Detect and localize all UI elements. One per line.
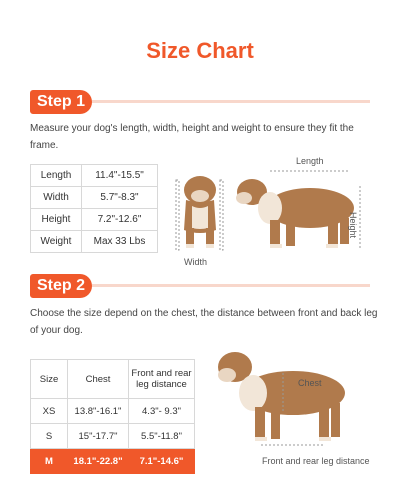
step-1-description: Measure your dog's length, width, height and weight to ensure they fit the frame. — [30, 123, 354, 151]
size-table — [30, 359, 195, 474]
row-label: Length — [31, 165, 82, 187]
step-1-badge: Step 1 — [30, 90, 92, 114]
row-value: Max 33 Lbs — [82, 231, 158, 253]
header-size: Size — [31, 360, 68, 399]
cell-leg: 7.1"-14.6" — [129, 449, 195, 474]
cell-size: S — [31, 424, 68, 449]
cell-size: XS — [31, 399, 68, 424]
length-label: Length — [296, 156, 324, 166]
dog-front-view — [170, 170, 230, 255]
row-label: Width — [31, 187, 82, 209]
leg-distance-label: Front and rear leg distance — [262, 456, 370, 466]
step-1-divider — [92, 100, 370, 103]
measurement-table — [30, 164, 158, 253]
row-label: Weight — [31, 231, 82, 253]
dog-harness-view — [215, 345, 355, 450]
cell-chest: 18.1"-22.8" — [68, 449, 129, 474]
step-2-badge: Step 2 — [30, 274, 92, 298]
height-label: Height — [348, 212, 358, 239]
header-leg-distance: Front and rear leg distance — [129, 360, 195, 399]
page-title: Size Chart — [146, 38, 254, 63]
row-value: 5.7"-8.3" — [82, 187, 158, 209]
cell-leg: 5.5"-11.8" — [129, 424, 195, 449]
header-chest: Chest — [68, 360, 129, 399]
table-row — [31, 165, 158, 187]
table-row — [31, 187, 158, 209]
dog-side-view — [232, 168, 362, 253]
cell-chest: 13.8"-16.1" — [68, 399, 129, 424]
table-header-row — [31, 360, 195, 399]
step-2-description: Choose the size depend on the chest, the distance between front and back leg of your dog. — [30, 308, 378, 336]
row-label: Height — [31, 209, 82, 231]
chest-label: Chest — [298, 378, 322, 388]
table-row — [31, 209, 158, 231]
table-row-highlighted — [31, 449, 195, 474]
table-row — [31, 424, 195, 449]
cell-chest: 15"-17.7" — [68, 424, 129, 449]
row-value: 11.4"-15.5" — [82, 165, 158, 187]
width-label: Width — [184, 257, 208, 267]
step-2-divider — [92, 284, 370, 287]
row-value: 7.2"-12.6" — [82, 209, 158, 231]
cell-leg: 4.3"- 9.3" — [129, 399, 195, 424]
table-row — [31, 399, 195, 424]
cell-size: M — [31, 449, 68, 474]
table-row — [31, 231, 158, 253]
